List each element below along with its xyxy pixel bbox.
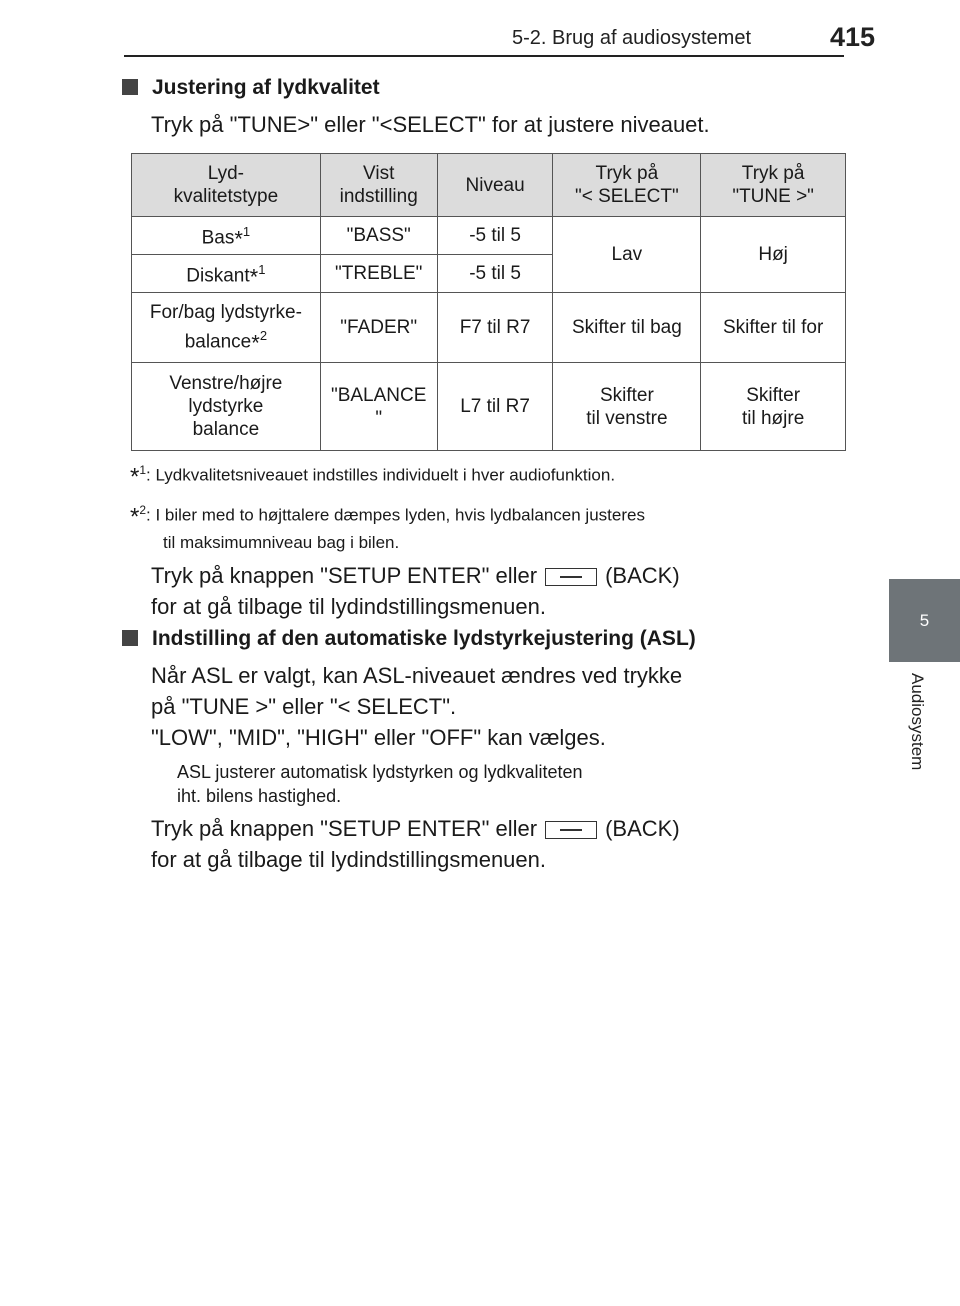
asl-description: Når ASL er valgt, kan ASL-niveauet ændres ved trykke på "TUNE >" eller "< SELECT". "LOW", "MID", "HIGH" eller "OFF" kan vælges. bbox=[151, 663, 683, 750]
table-row bbox=[132, 363, 846, 451]
cell-tune: Skifter til for bbox=[701, 293, 846, 363]
cell-level: -5 til 5 bbox=[437, 255, 553, 293]
header-type: Lyd- kvalitetstype bbox=[132, 154, 321, 217]
cell-type: Diskant*$^1$ bbox=[132, 255, 321, 293]
sound-quality-heading: Justering af lydkvalitet bbox=[122, 76, 380, 100]
sound-quality-instruction: Tryk på "TUNE>" eller "<SELECT" for at justere niveauet. bbox=[151, 112, 710, 137]
back-instruction-2: Tryk på knappen "SETUP ENTER" eller (BACK) for at gå tilbage til lydindstillingsmenuen. bbox=[151, 816, 680, 872]
table-row bbox=[132, 293, 846, 363]
cell-shown: "BALANCE " bbox=[320, 363, 437, 451]
chapter-label: Audiosystem bbox=[908, 673, 927, 771]
cell-select: Skifter til venstre bbox=[553, 363, 701, 451]
table-header-row bbox=[132, 154, 846, 217]
chapter-tab bbox=[889, 579, 960, 662]
footnote-1: *$^1$: Lydkvalitetsniveauet indstilles individuelt i hver audiofunktion. bbox=[130, 463, 616, 491]
square-bullet-icon bbox=[122, 630, 138, 646]
table-row bbox=[132, 217, 846, 255]
cell-level: F7 til R7 bbox=[437, 293, 553, 363]
cell-tune: Høj bbox=[701, 217, 846, 293]
back-instruction-1: Tryk på knappen "SETUP ENTER" eller (BACK) for at gå tilbage til lydindstillingsmenuen. bbox=[151, 563, 680, 619]
cell-level: L7 til R7 bbox=[437, 363, 553, 451]
header-divider bbox=[124, 55, 844, 57]
cell-select: Skifter til bag bbox=[553, 293, 701, 363]
section-title: 5-2. Brug af audiosystemet bbox=[512, 27, 752, 49]
cell-shown: "BASS" bbox=[320, 217, 437, 255]
asl-note: ASL justerer automatisk lydstyrken og lydkvaliteten iht. bilens hastighed. bbox=[177, 762, 583, 806]
cell-type: For/bag lydstyrke- balance*$^2$ bbox=[132, 293, 321, 363]
cell-level: -5 til 5 bbox=[437, 217, 553, 255]
chapter-number: 5 bbox=[919, 610, 930, 630]
cell-type: Bas*$^1$ bbox=[132, 217, 321, 255]
cell-tune: Skifter til højre bbox=[701, 363, 846, 451]
cell-type: Venstre/højre lydstyrke balance bbox=[132, 363, 321, 451]
cell-shown: "FADER" bbox=[320, 293, 437, 363]
back-button-icon bbox=[545, 568, 597, 586]
page-number: 415 bbox=[830, 22, 876, 52]
back-button-icon bbox=[545, 821, 597, 839]
header-tune: Tryk på "TUNE >" bbox=[701, 154, 846, 217]
header-level: Niveau bbox=[437, 154, 553, 217]
cell-select: Lav bbox=[553, 217, 701, 293]
footnote-2: *$^2$: I biler med to højttalere dæmpes lyden, hvis lydbalancen justeres til maksimumniveau bag i bilen. bbox=[130, 503, 645, 552]
header-shown: Vist indstilling bbox=[320, 154, 437, 217]
asl-heading: Indstilling af den automatiske lydstyrkejustering (ASL) bbox=[122, 627, 696, 651]
cell-shown: "TREBLE" bbox=[320, 255, 437, 293]
header-select: Tryk på "< SELECT" bbox=[553, 154, 701, 217]
square-bullet-icon bbox=[122, 79, 138, 95]
sound-quality-table bbox=[131, 153, 846, 451]
